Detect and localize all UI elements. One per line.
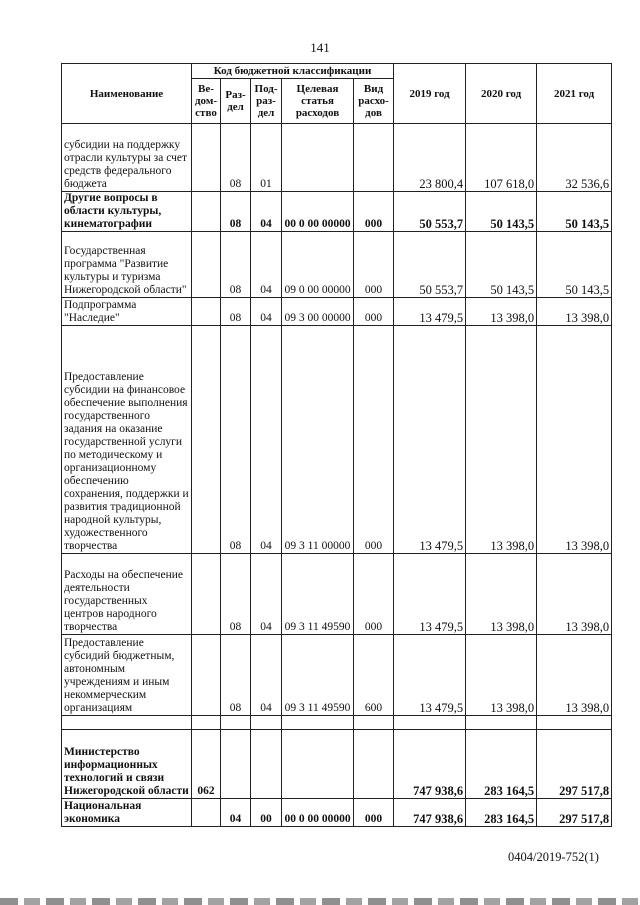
row-2019: 23 800,4 bbox=[394, 124, 466, 192]
row-vid: 000 bbox=[354, 192, 394, 232]
row-vid: 000 bbox=[354, 799, 394, 827]
row-razdel: 08 bbox=[221, 554, 251, 635]
row-2020: 50 143,5 bbox=[466, 232, 537, 298]
row-ved bbox=[192, 124, 221, 192]
row-2019: 747 938,6 bbox=[394, 730, 466, 799]
row-razdel: 08 bbox=[221, 192, 251, 232]
scan-edge-artifact bbox=[0, 898, 640, 905]
table-row bbox=[62, 635, 612, 716]
row-razdel: 08 bbox=[221, 232, 251, 298]
row-razdel: 08 bbox=[221, 635, 251, 716]
table-row-empty bbox=[62, 716, 612, 730]
row-vid: 000 bbox=[354, 554, 394, 635]
row-2019: 50 553,7 bbox=[394, 192, 466, 232]
row-2020: 13 398,0 bbox=[466, 326, 537, 554]
row-target: 09 3 11 00000 bbox=[282, 326, 354, 554]
row-target: 00 0 00 00000 bbox=[282, 192, 354, 232]
row-vid bbox=[354, 716, 394, 730]
table-row bbox=[62, 554, 612, 635]
row-target bbox=[282, 730, 354, 799]
row-razdel: 04 bbox=[221, 799, 251, 827]
row-ved bbox=[192, 799, 221, 827]
row-target bbox=[282, 124, 354, 192]
row-podrazdel: 01 bbox=[251, 124, 282, 192]
row-2021 bbox=[537, 716, 612, 730]
row-2021: 13 398,0 bbox=[537, 554, 612, 635]
row-podrazdel: 04 bbox=[251, 192, 282, 232]
row-target: 09 3 00 00000 bbox=[282, 298, 354, 326]
row-ved bbox=[192, 554, 221, 635]
row-podrazdel: 04 bbox=[251, 554, 282, 635]
header-target-article: Целевая статья расходов bbox=[282, 79, 354, 124]
row-name: Другие вопросы в области культуры, кинематографии bbox=[62, 192, 192, 232]
row-target bbox=[282, 716, 354, 730]
header-classification-group: Код бюджетной классификации bbox=[192, 64, 394, 79]
row-2019: 13 479,5 bbox=[394, 635, 466, 716]
row-2021: 297 517,8 bbox=[537, 730, 612, 799]
row-ved: 062 bbox=[192, 730, 221, 799]
page-number: 141 bbox=[310, 40, 330, 55]
row-name: Национальная экономика bbox=[62, 799, 192, 827]
row-2021: 32 536,6 bbox=[537, 124, 612, 192]
row-name: Министерство информационных технологий и связи Нижегородской области bbox=[62, 730, 192, 799]
row-vid: 000 bbox=[354, 326, 394, 554]
row-target: 09 3 11 49590 bbox=[282, 554, 354, 635]
table-row bbox=[62, 326, 612, 554]
row-name: Предоставление субсидии на финансовое обеспечение выполнения государственного задания на оказание государственной услуги по методическому и организационному обеспечению сохранения, поддержки и развития традиционной народной культуры, художественного творчества bbox=[62, 326, 192, 554]
row-ved bbox=[192, 326, 221, 554]
document-code: 0404/2019-752(1) bbox=[508, 850, 599, 864]
row-2019 bbox=[394, 716, 466, 730]
row-2020: 283 164,5 bbox=[466, 730, 537, 799]
row-vid: 000 bbox=[354, 232, 394, 298]
row-vid: 600 bbox=[354, 635, 394, 716]
header-expense-type: Вид расхо- дов bbox=[354, 79, 394, 124]
row-name: субсидии на поддержку отрасли культуры за счет средств федерального бюджета bbox=[62, 124, 192, 192]
row-vid bbox=[354, 124, 394, 192]
row-2019: 747 938,6 bbox=[394, 799, 466, 827]
table-row bbox=[62, 730, 612, 799]
row-razdel: 08 bbox=[221, 326, 251, 554]
row-podrazdel bbox=[251, 716, 282, 730]
row-razdel: 08 bbox=[221, 124, 251, 192]
row-ved bbox=[192, 192, 221, 232]
row-2019: 13 479,5 bbox=[394, 326, 466, 554]
row-name: Государственная программа "Развитие культуры и туризма Нижегородской области" bbox=[62, 232, 192, 298]
row-2019: 50 553,7 bbox=[394, 232, 466, 298]
row-podrazdel: 04 bbox=[251, 635, 282, 716]
row-2021: 50 143,5 bbox=[537, 192, 612, 232]
row-name: Предоставление субсидий бюджетным, автономным учреждениям и иным некоммерческим организациям bbox=[62, 635, 192, 716]
row-2020: 50 143,5 bbox=[466, 192, 537, 232]
row-2020 bbox=[466, 716, 537, 730]
row-podrazdel bbox=[251, 730, 282, 799]
header-2019: 2019 год bbox=[394, 64, 466, 124]
row-podrazdel: 04 bbox=[251, 326, 282, 554]
header-2020: 2020 год bbox=[466, 64, 537, 124]
row-2020: 13 398,0 bbox=[466, 554, 537, 635]
row-2021: 297 517,8 bbox=[537, 799, 612, 827]
row-target: 00 0 00 00000 bbox=[282, 799, 354, 827]
table-row bbox=[62, 124, 612, 192]
row-ved bbox=[192, 298, 221, 326]
row-vid bbox=[354, 730, 394, 799]
row-podrazdel: 00 bbox=[251, 799, 282, 827]
row-name bbox=[62, 716, 192, 730]
row-podrazdel: 04 bbox=[251, 298, 282, 326]
row-target: 09 0 00 00000 bbox=[282, 232, 354, 298]
row-2021: 13 398,0 bbox=[537, 298, 612, 326]
row-razdel bbox=[221, 730, 251, 799]
table-row bbox=[62, 192, 612, 232]
row-2019: 13 479,5 bbox=[394, 554, 466, 635]
row-2020: 283 164,5 bbox=[466, 799, 537, 827]
table-row bbox=[62, 232, 612, 298]
row-target: 09 3 11 49590 bbox=[282, 635, 354, 716]
header-vedomstvo: Ве- дом- ство bbox=[192, 79, 221, 124]
header-name: Наименование bbox=[62, 64, 192, 124]
row-2021: 13 398,0 bbox=[537, 326, 612, 554]
header-razdel: Раз- дел bbox=[221, 79, 251, 124]
row-2021: 13 398,0 bbox=[537, 635, 612, 716]
row-2019: 13 479,5 bbox=[394, 298, 466, 326]
row-2021: 50 143,5 bbox=[537, 232, 612, 298]
row-name: Расходы на обеспечение деятельности государственных центров народного творчества bbox=[62, 554, 192, 635]
header-podrazdel: Под- раз- дел bbox=[251, 79, 282, 124]
row-vid: 000 bbox=[354, 298, 394, 326]
row-razdel bbox=[221, 716, 251, 730]
row-2020: 13 398,0 bbox=[466, 298, 537, 326]
table-row bbox=[62, 799, 612, 827]
row-2020: 107 618,0 bbox=[466, 124, 537, 192]
row-ved bbox=[192, 232, 221, 298]
row-ved bbox=[192, 635, 221, 716]
budget-table bbox=[61, 63, 612, 827]
header-2021: 2021 год bbox=[537, 64, 612, 124]
row-podrazdel: 04 bbox=[251, 232, 282, 298]
row-2020: 13 398,0 bbox=[466, 635, 537, 716]
row-razdel: 08 bbox=[221, 298, 251, 326]
table-row bbox=[62, 298, 612, 326]
row-ved bbox=[192, 716, 221, 730]
row-name: Подпрограмма "Наследие" bbox=[62, 298, 192, 326]
